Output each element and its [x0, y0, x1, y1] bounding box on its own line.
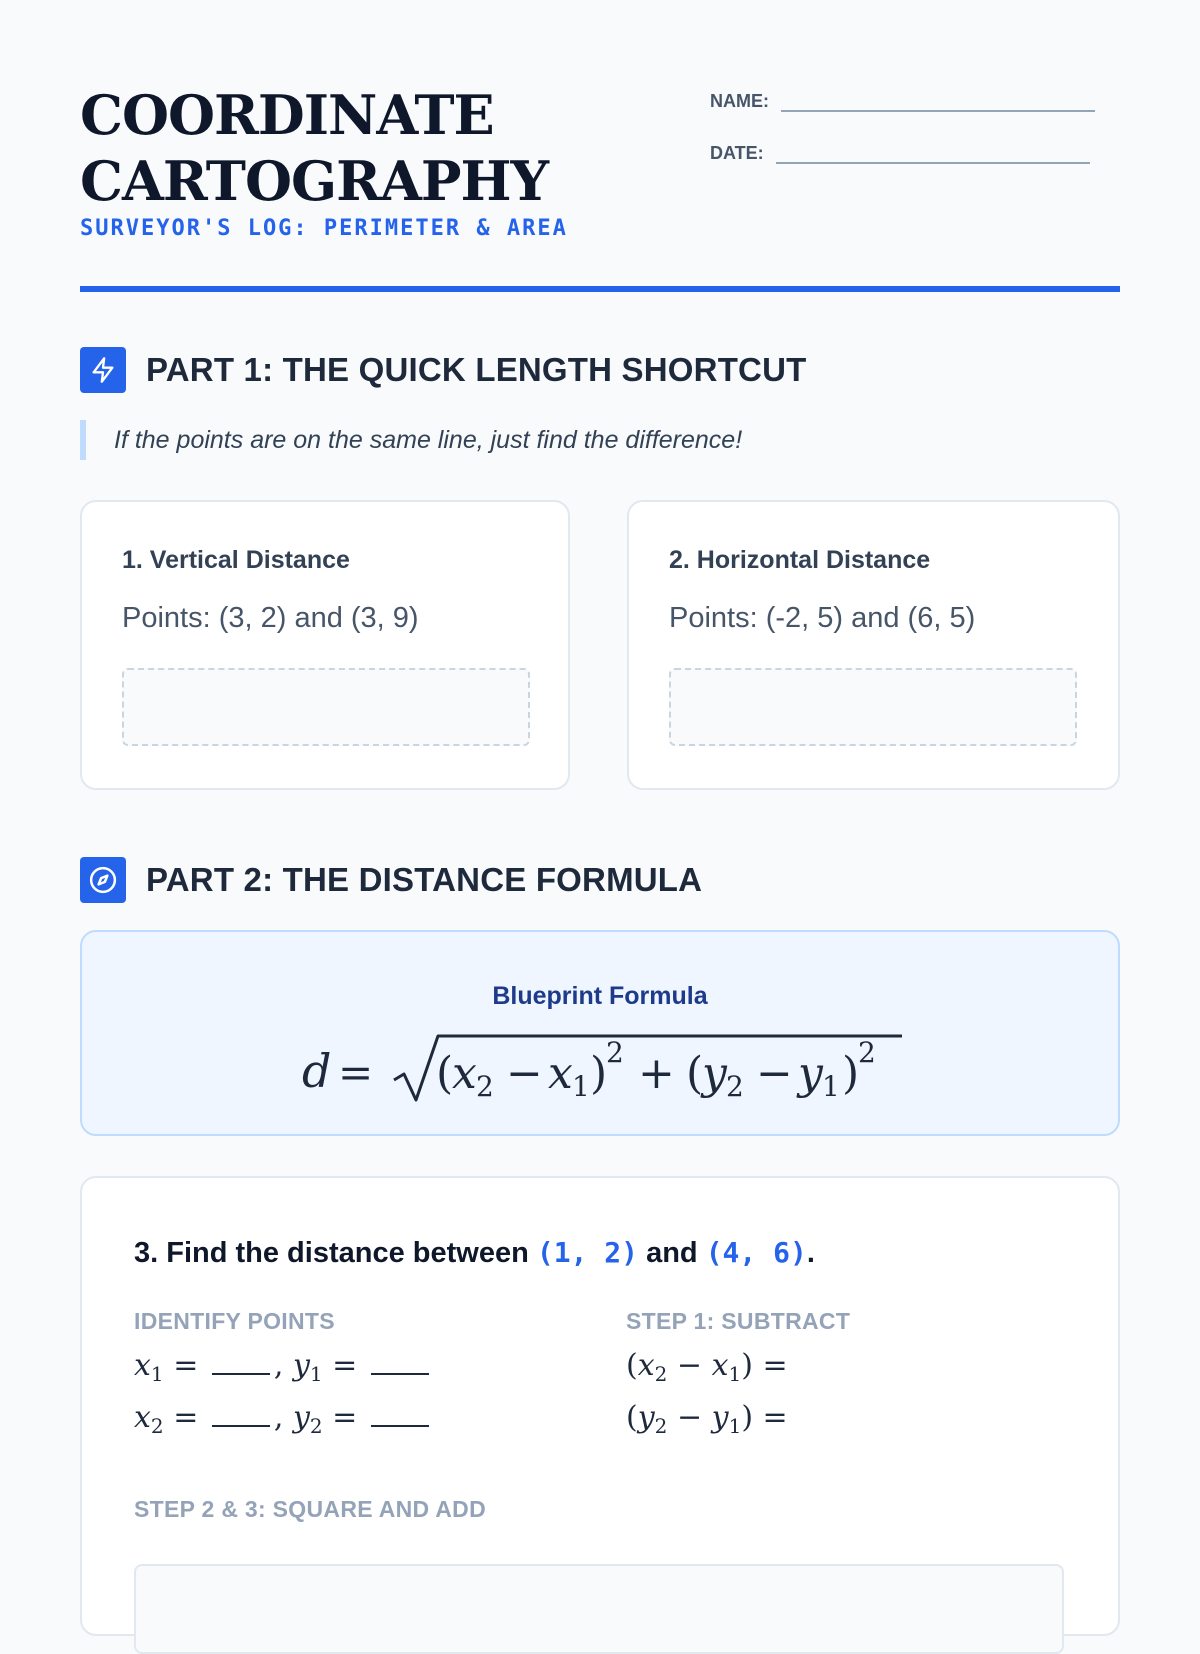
- svg-text:−: −: [756, 1048, 793, 1099]
- part2-title: PART 2: THE DISTANCE FORMULA: [146, 861, 703, 898]
- svg-text:1: 1: [572, 1070, 590, 1103]
- y2-blank[interactable]: [371, 1425, 429, 1427]
- identify-row-2: $x_2$ = , $y_2$ =: [134, 1400, 433, 1438]
- problem-points: Points: (-2, 5) and (6, 5): [669, 602, 976, 634]
- svg-text:y: y: [702, 1048, 727, 1099]
- svg-text:d: d: [302, 1044, 332, 1098]
- svg-text:x: x: [452, 1048, 477, 1099]
- square-add-work-area[interactable]: [134, 1564, 1064, 1654]
- step23-label: STEP 2 & 3: SQUARE AND ADD: [134, 1496, 487, 1522]
- point-b: (4, 6): [705, 1236, 807, 1269]
- name-row: [710, 88, 1095, 112]
- question-prefix: 3. Find the distance between: [134, 1237, 537, 1269]
- step1-label: STEP 1: SUBTRACT: [626, 1308, 851, 1334]
- svg-text:(: (: [436, 1048, 454, 1099]
- x1-blank[interactable]: [212, 1373, 270, 1375]
- answer-box-vertical[interactable]: [122, 668, 530, 746]
- title-line-2: CARTOGRAPHY: [80, 149, 549, 213]
- formula-label: Blueprint Formula: [492, 982, 708, 1010]
- svg-text:+: +: [638, 1048, 675, 1099]
- name-field[interactable]: [781, 88, 1095, 112]
- subtract-x-row: $(x_2 - x_1)$ =: [626, 1348, 788, 1386]
- answer-box-horizontal[interactable]: [669, 668, 1077, 746]
- svg-text:2: 2: [476, 1070, 494, 1103]
- y1-blank[interactable]: [371, 1373, 429, 1375]
- question-suffix: .: [806, 1237, 815, 1269]
- identify-points-label: IDENTIFY POINTS: [134, 1308, 335, 1334]
- problem-card-horizontal: [627, 500, 1120, 790]
- problem-points: Points: (3, 2) and (3, 9): [122, 602, 419, 634]
- page-subtitle: SURVEYOR'S LOG: PERIMETER & AREA: [80, 216, 568, 241]
- svg-text:y: y: [798, 1048, 823, 1099]
- svg-text:x: x: [548, 1048, 573, 1099]
- identify-row-1: $x_1$ = , $y_1$ =: [134, 1348, 433, 1386]
- title-line-1: COORDINATE: [80, 83, 494, 147]
- distance-problem-card: [80, 1176, 1120, 1636]
- part1-hint: If the points are on the same line, just find the difference!: [80, 420, 742, 460]
- problem-title: 2. Horizontal Distance: [669, 546, 931, 574]
- date-row: [710, 140, 1090, 164]
- header-divider: [80, 286, 1120, 292]
- subtract-y-row: $(y_2 - y_1)$ =: [626, 1400, 788, 1438]
- name-label: NAME:: [710, 91, 769, 111]
- question-text: [134, 1236, 815, 1270]
- svg-text:=: =: [338, 1048, 374, 1097]
- page-title: [80, 82, 680, 214]
- svg-text:1: 1: [822, 1070, 840, 1103]
- svg-text:2: 2: [726, 1070, 744, 1103]
- date-label: DATE:: [710, 143, 764, 163]
- problem-card-vertical: [80, 500, 570, 790]
- formula-panel: [80, 930, 1120, 1136]
- svg-text:−: −: [506, 1048, 543, 1099]
- svg-text:2: 2: [858, 1036, 876, 1069]
- x2-blank[interactable]: [212, 1425, 270, 1427]
- svg-text:2: 2: [606, 1036, 624, 1069]
- worksheet-page: [80, 0, 1120, 1600]
- date-field[interactable]: [776, 140, 1090, 164]
- compass-icon: [80, 857, 126, 903]
- part1-title: PART 1: THE QUICK LENGTH SHORTCUT: [146, 351, 807, 388]
- svg-text:(: (: [686, 1048, 704, 1099]
- part2-header: [80, 857, 702, 903]
- question-connector: and: [638, 1237, 706, 1269]
- lightning-icon: [80, 347, 126, 393]
- svg-text:): ): [842, 1048, 860, 1099]
- svg-text:): ): [590, 1048, 608, 1099]
- problem-title: 1. Vertical Distance: [122, 546, 350, 574]
- distance-formula: [302, 1026, 902, 1106]
- point-a: (1, 2): [536, 1236, 639, 1269]
- part1-header: [80, 347, 806, 393]
